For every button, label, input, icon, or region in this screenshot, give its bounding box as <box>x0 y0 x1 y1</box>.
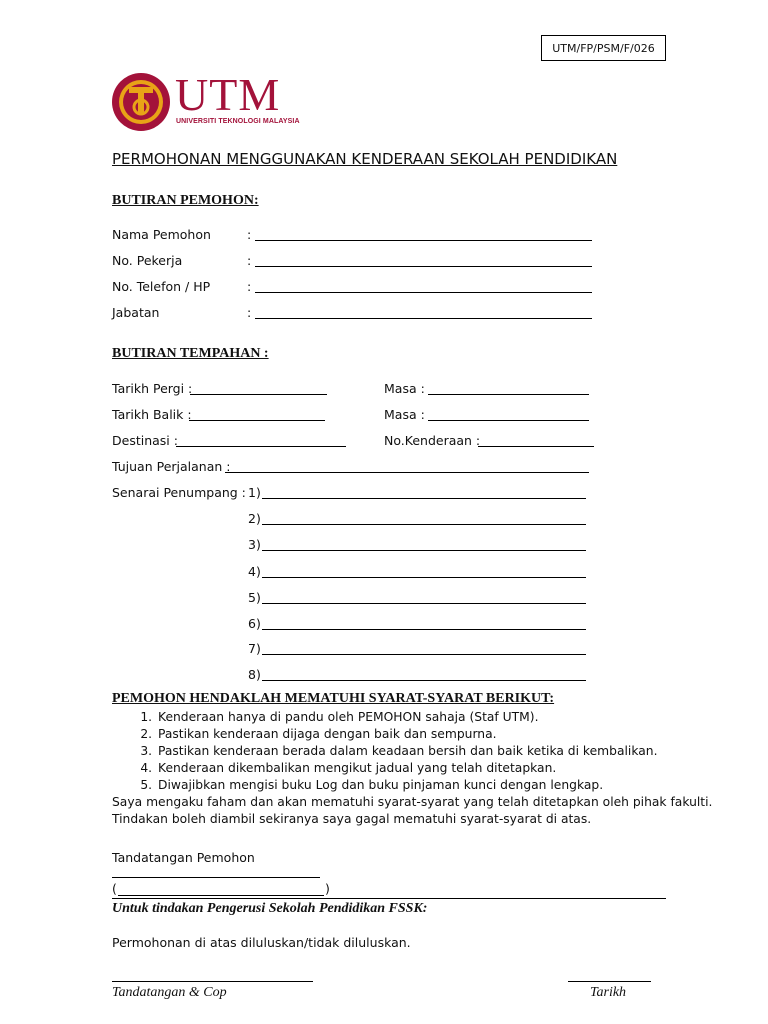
passenger-number: 5) <box>248 590 261 605</box>
applicant-name-input-line[interactable] <box>118 895 324 896</box>
field-label-name: Nama Pemohon <box>112 227 211 242</box>
passenger-number: 6) <box>248 616 261 631</box>
passenger-number: 4) <box>248 564 261 579</box>
label-tarikh-balik: Tarikh Balik : <box>112 407 192 422</box>
label-senarai-penumpang: Senarai Penumpang : <box>112 485 246 500</box>
passenger-input-line[interactable] <box>262 577 586 578</box>
conditions-heading: PEMOHON HENDAKLAH MEMATUHI SYARAT-SYARAT BERIKUT: <box>112 691 555 706</box>
paren-open: ( <box>112 881 117 896</box>
section-divider <box>112 898 666 899</box>
label-masa-balik: Masa : <box>384 407 425 422</box>
paren-close: ) <box>325 881 330 896</box>
field-label-phone: No. Telefon / HP <box>112 279 211 294</box>
phone-input-line[interactable] <box>255 292 592 293</box>
logo-wordmark: UTM <box>175 69 281 120</box>
passenger-input-line[interactable] <box>262 524 586 525</box>
department-input-line[interactable] <box>255 318 592 319</box>
passenger-number: 2) <box>248 511 261 526</box>
passenger-input-line[interactable] <box>262 629 586 630</box>
page-title: PERMOHONAN MENGGUNAKAN KENDERAAN SEKOLAH PENDIDIKAN <box>112 150 618 168</box>
conditions-list <box>112 709 712 828</box>
name-input-line[interactable] <box>255 240 592 241</box>
passenger-input-line[interactable] <box>262 603 586 604</box>
passenger-number: 8) <box>248 667 261 682</box>
masa-pergi-input-line[interactable] <box>428 394 589 395</box>
passenger-input-line[interactable] <box>262 680 586 681</box>
label-masa-pergi: Masa : <box>384 381 425 396</box>
label-no-kenderaan: No.Kenderaan : <box>384 433 481 448</box>
condition-item: 1. Kenderaan hanya di pandu oleh PEMOHON sahaja (Staf UTM). <box>156 709 712 726</box>
field-colon: : <box>247 279 252 294</box>
field-colon: : <box>247 305 252 320</box>
no-kenderaan-input-line[interactable] <box>478 446 594 447</box>
label-destinasi: Destinasi : <box>112 433 178 448</box>
field-colon: : <box>247 253 252 268</box>
booking-heading: BUTIRAN TEMPAHAN : <box>112 346 269 361</box>
date-label: Tarikh <box>590 985 627 1000</box>
passenger-number: 1) <box>248 485 261 500</box>
condition-item: 4. Kenderaan dikembalikan mengikut jadual yang telah ditetapkan. <box>156 760 712 777</box>
condition-item: 5. Diwajibkan mengisi buku Log dan buku pinjaman kunci dengan lengkap. <box>156 777 712 794</box>
tujuan-input-line[interactable] <box>225 472 589 473</box>
masa-balik-input-line[interactable] <box>428 420 589 421</box>
form-code: UTM/FP/PSM/F/026 <box>541 35 666 61</box>
passenger-number: 7) <box>248 641 261 656</box>
passenger-input-line[interactable] <box>262 654 586 655</box>
condition-item: 3. Pastikan kenderaan berada dalam keadaan bersih dan baik ketika di kembalikan. <box>156 743 712 760</box>
condition-item: 2. Pastikan kenderaan dijaga dengan baik dan sempurna. <box>156 726 712 743</box>
declaration-line: Tindakan boleh diambil sekiranya saya gagal mematuhi syarat-syarat di atas. <box>112 812 592 826</box>
field-colon: : <box>247 227 252 242</box>
label-tarikh-pergi: Tarikh Pergi : <box>112 381 193 396</box>
field-label-department: Jabatan <box>112 305 160 320</box>
label-tujuan: Tujuan Perjalanan : <box>112 459 231 474</box>
date-input-line[interactable] <box>568 981 651 982</box>
destinasi-input-line[interactable] <box>176 446 346 447</box>
signature-label: Tandatangan Pemohon <box>112 850 255 865</box>
chair-signature-line[interactable] <box>112 981 313 982</box>
applicant-heading: BUTIRAN PEMOHON: <box>112 193 259 208</box>
staff-no-input-line[interactable] <box>255 266 592 267</box>
utm-logo <box>112 69 300 134</box>
office-heading: Untuk tindakan Pengerusi Sekolah Pendidikan FSSK: <box>112 901 428 916</box>
tarikh-pergi-input-line[interactable] <box>190 394 327 395</box>
signature-input-line[interactable] <box>112 877 320 878</box>
passenger-input-line[interactable] <box>262 498 586 499</box>
field-label-staff-no: No. Pekerja <box>112 253 183 268</box>
declaration-line: Saya mengaku faham dan akan mematuhi syarat-syarat yang telah ditetapkan oleh pihak fakulti. <box>112 795 713 809</box>
logo-subtitle: UNIVERSITI TEKNOLOGI MALAYSIA <box>176 118 300 125</box>
passenger-input-line[interactable] <box>262 550 586 551</box>
tarikh-balik-input-line[interactable] <box>189 420 325 421</box>
approval-text: Permohonan di atas diluluskan/tidak diluluskan. <box>112 935 411 950</box>
sign-stamp-label: Tandatangan & Cop <box>112 985 227 1000</box>
passenger-number: 3) <box>248 537 261 552</box>
